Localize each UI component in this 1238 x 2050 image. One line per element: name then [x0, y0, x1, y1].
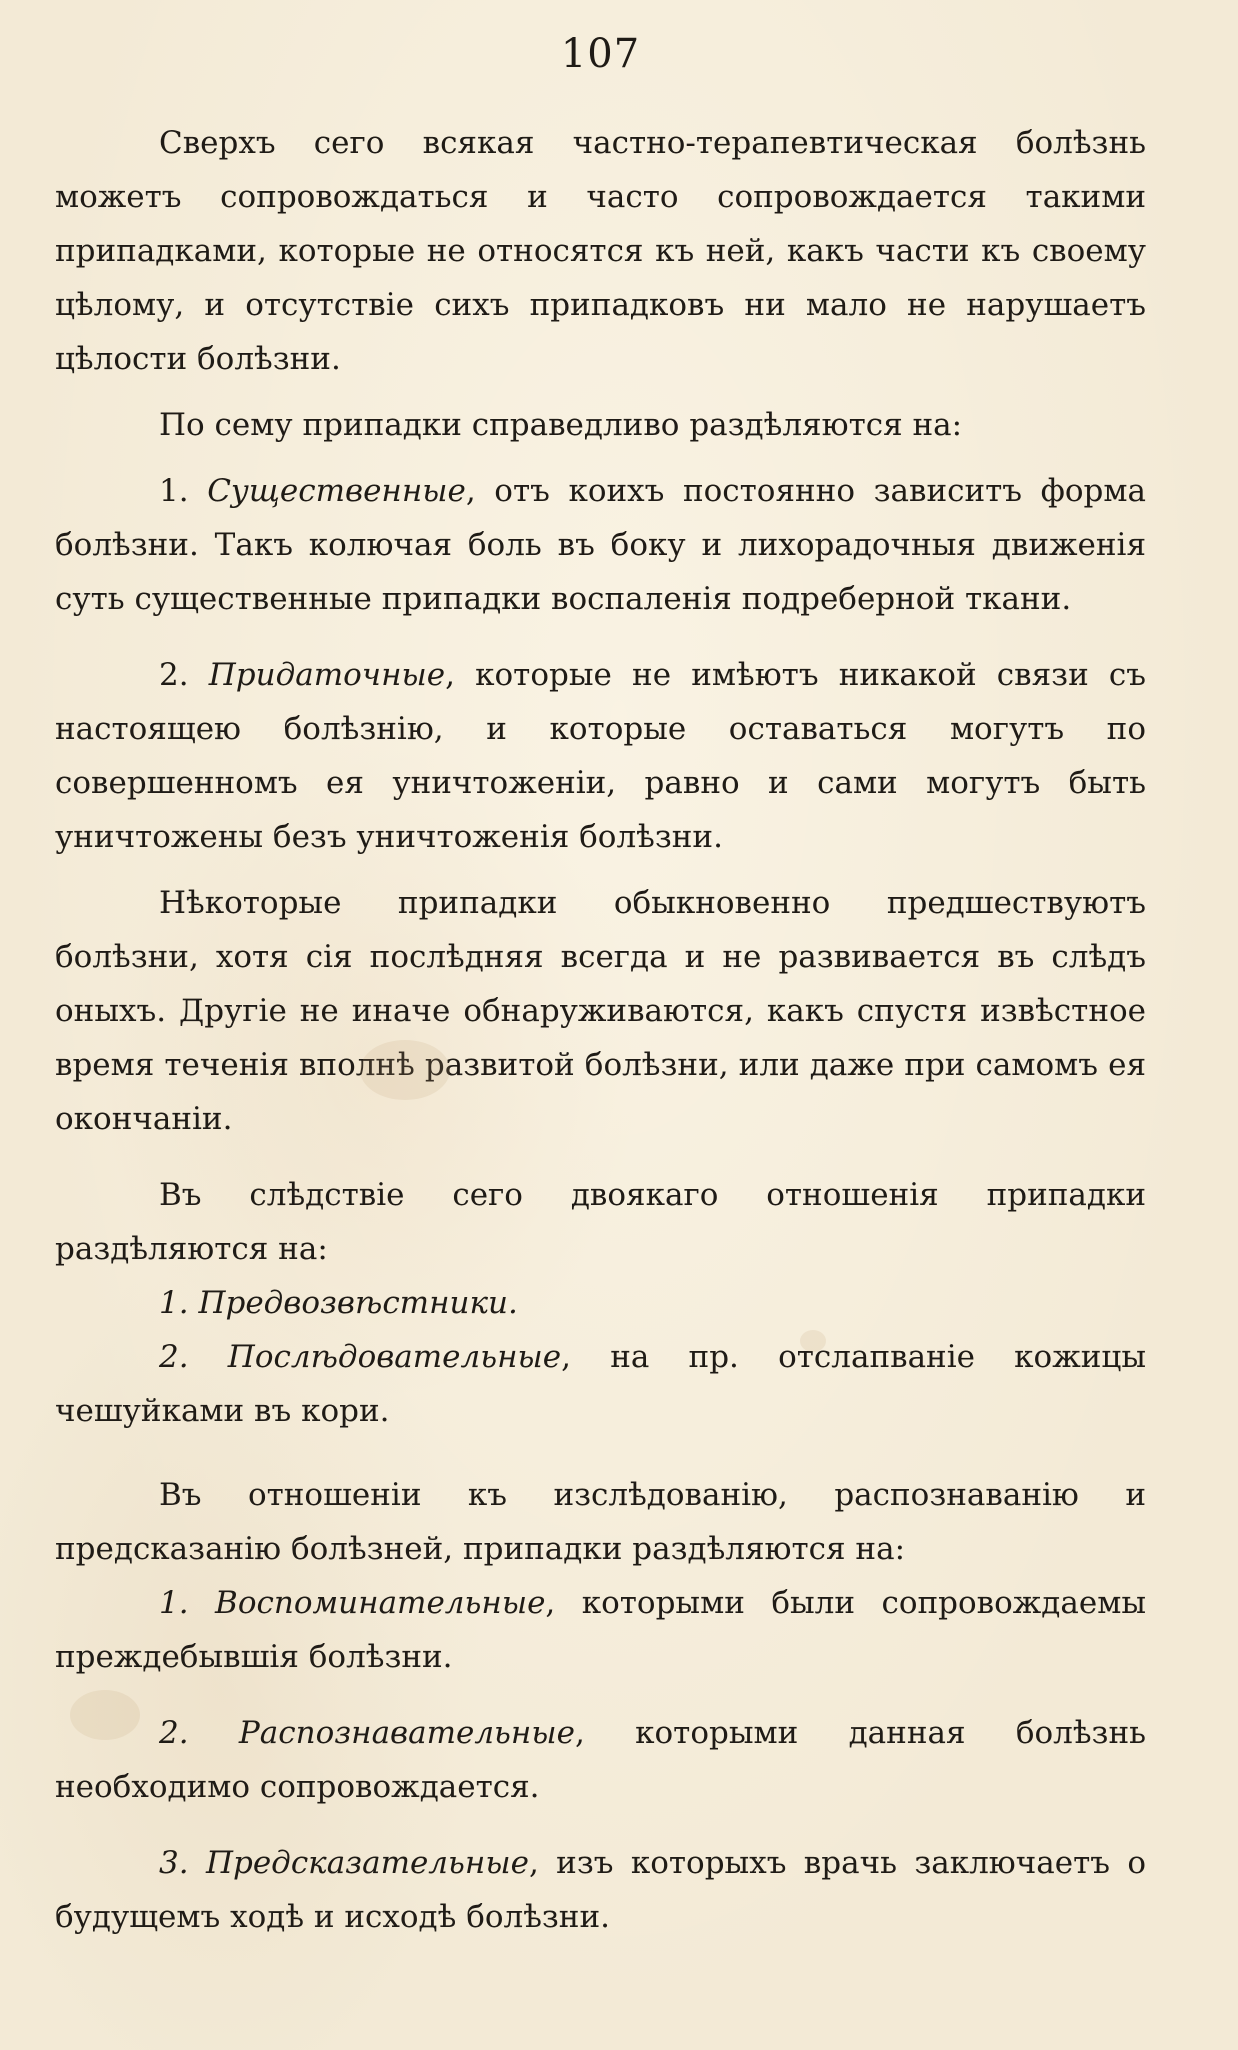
list-number: 2. [159, 1715, 189, 1751]
list-item [55, 648, 1146, 864]
paragraph: Въ отношеніи къ изслѣдованію, распознаванію и предсказанію болѣзней, припадки раздѣляются на: [55, 1477, 1146, 1567]
paragraph: Въ слѣдствіе сего двоякаго отношенія припадки раздѣляются на: [55, 1177, 1146, 1267]
list-item [55, 1706, 1146, 1814]
list-number: 2. [159, 657, 189, 693]
list-item [55, 464, 1146, 626]
term-italic: Предвозвѣстники. [198, 1285, 518, 1321]
list-text: , на пр. отслапваніе кожицы чешуйками въ кори. [55, 1339, 1146, 1429]
term-italic: Послѣдовательные [227, 1339, 562, 1375]
list-item [55, 1330, 1146, 1438]
paragraph: Сверхъ сего всякая частно-терапевтическая болѣзнь можетъ сопровождаться и часто сопровождается такими припадками, которые не относятся къ ней, какъ части къ своему цѣлому, и отсутствіе сихъ припадковъ ни мало не нарушаетъ цѣлости болѣзни. [55, 125, 1146, 377]
page-number: 107 [560, 31, 641, 77]
list-number: 3. [159, 1845, 189, 1881]
list-number: 1. [159, 473, 189, 509]
paper-stain [360, 1040, 450, 1100]
list-text: , отъ коихъ постоянно зависитъ форма болѣзни. Такъ колючая боль въ боку и лихорадочныя движенія суть существенные припадки воспаленія подреберной ткани. [55, 473, 1146, 617]
list-item [55, 1836, 1146, 1944]
list-text: , изъ которыхъ врачь заключаетъ о будущемъ ходѣ и исходѣ болѣзни. [55, 1845, 1146, 1935]
list-item [55, 1576, 1146, 1684]
list-item [55, 1276, 1146, 1330]
paragraph: Нѣкоторые припадки обыкновенно предшествуютъ болѣзни, хотя сія послѣдняя всегда и не развивается въ слѣдъ оныхъ. Другіе не иначе обнаруживаются, какъ спустя извѣстное время теченія вполнѣ развитой болѣзни, или даже при самомъ ея окончаніи. [55, 885, 1146, 1137]
paper-stain [70, 1690, 140, 1740]
paper-stain [800, 1330, 826, 1352]
paragraph: По сему припадки справедливо раздѣляются на: [159, 407, 963, 443]
list-number: 1. [159, 1585, 189, 1621]
term-italic: Предсказательные [205, 1845, 529, 1881]
list-text: , которые не имѣютъ никакой связи съ настоящею болѣзнію, и которые оставаться могутъ по совершенномъ ея уничтоженіи, равно и сами могутъ быть уничтожены безъ уничтоженія болѣзни. [55, 657, 1147, 855]
term-italic: Существенные [207, 473, 466, 509]
list-text: , которыми были сопровождаемы преждебывшія болѣзни. [55, 1585, 1147, 1675]
list-number: 1. [159, 1285, 189, 1321]
term-italic: Распознавательные [238, 1715, 575, 1751]
term-italic: Воспоминательные [215, 1585, 546, 1621]
list-text: , которыми данная болѣзнь необходимо сопровождается. [55, 1715, 1146, 1805]
term-italic: Придаточные [208, 657, 446, 693]
list-number: 2. [159, 1339, 189, 1375]
